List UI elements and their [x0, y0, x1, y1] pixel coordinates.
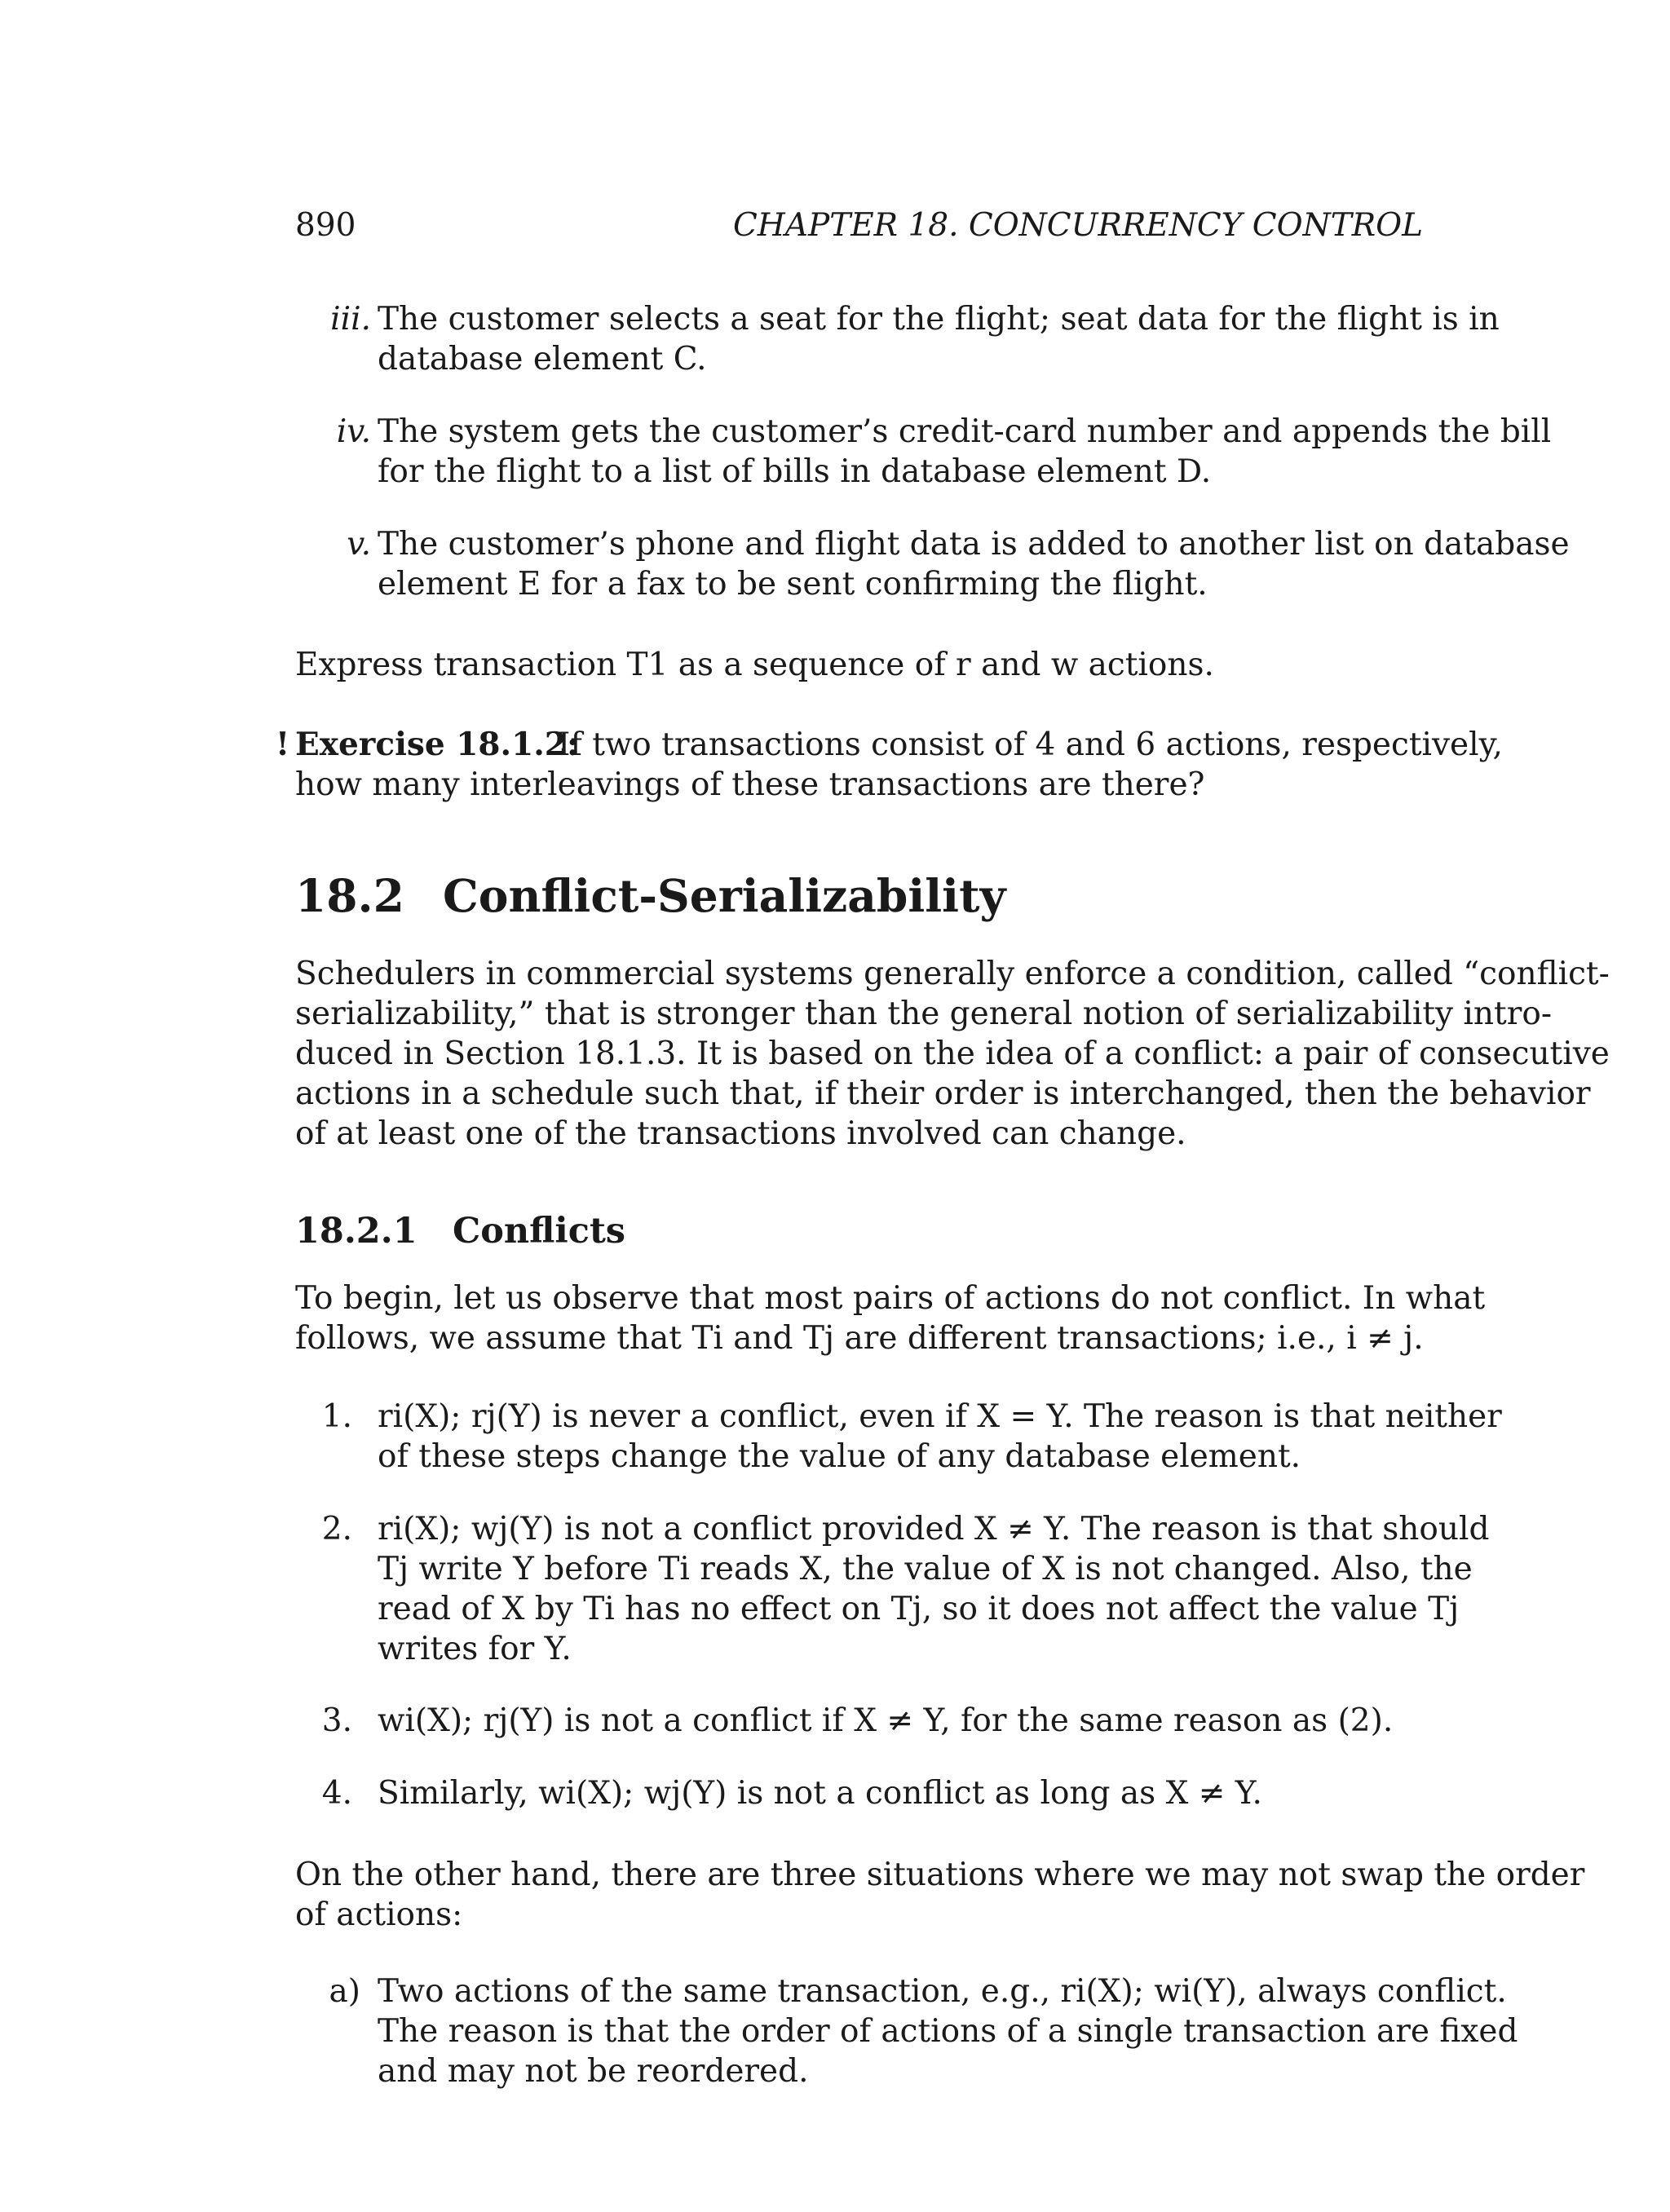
running-head: CHAPTER 18. CONCURRENCY CONTROL	[732, 207, 1423, 244]
list-item-line: The customer’s phone and flight data is added to another list on database	[378, 526, 1570, 563]
exercise-prompt: Express transaction T1 as a sequence of r and w actions.	[295, 647, 1214, 683]
section-title: Conflict-Serializability	[443, 869, 1006, 922]
list-item-label: 2.	[321, 1511, 352, 1548]
paragraph-line: of actions:	[295, 1896, 463, 1933]
paragraph-line: On the other hand, there are three situations where we may not swap the order	[295, 1857, 1585, 1893]
paragraph-line: Schedulers in commercial systems generally enforce a condition, called “conflict-	[295, 956, 1610, 992]
list-item-line: Two actions of the same transaction, e.g., ri(X); wi(Y), always conflict.	[378, 1973, 1507, 2010]
list-item-label: iv.	[336, 413, 371, 450]
subsection-title: Conflicts	[453, 1211, 626, 1252]
list-item-label: 4.	[321, 1775, 352, 1812]
page-number: 890	[295, 207, 356, 244]
difficulty-marker: !	[276, 726, 290, 763]
list-item-label: iii.	[330, 301, 371, 338]
list-item-line: for the flight to a list of bills in database element D.	[378, 453, 1212, 490]
paragraph-line: To begin, let us observe that most pairs of actions do not conflict. In what	[295, 1280, 1486, 1317]
section-number: 18.2	[295, 869, 404, 922]
list-item-line: ri(X); wj(Y) is not a conflict provided X ≠ Y. The reason is that should	[378, 1511, 1490, 1548]
paragraph-line: serializability,” that is stronger than the general notion of serializability intro-	[295, 996, 1552, 1032]
list-item-label: a)	[329, 1973, 360, 2010]
list-item-line: database element C.	[378, 341, 707, 377]
list-item-line: element E for a fax to be sent confirming the flight.	[378, 566, 1208, 603]
list-item-label: v.	[347, 526, 371, 563]
list-item-line: The reason is that the order of actions of a single transaction are fixed	[378, 2013, 1518, 2050]
list-item-line: writes for Y.	[378, 1631, 572, 1667]
list-item-line: Tj write Y before Ti reads X, the value of X is not changed. Also, the	[378, 1551, 1473, 1587]
list-item-line: ri(X); rj(Y) is never a conflict, even if X = Y. The reason is that neither	[378, 1398, 1502, 1435]
list-item-line: Similarly, wi(X); wj(Y) is not a conflict as long as X ≠ Y.	[378, 1775, 1262, 1812]
list-item-label: 3.	[321, 1702, 352, 1739]
list-item-line: of these steps change the value of any database element.	[378, 1438, 1301, 1475]
exercise-line: If two transactions consist of 4 and 6 actions, respectively,	[558, 726, 1503, 763]
paragraph-line: of at least one of the transactions involved can change.	[295, 1115, 1186, 1152]
paragraph-line: duced in Section 18.1.3. It is based on the idea of a conflict: a pair of consecutive	[295, 1035, 1610, 1072]
paragraph-line: follows, we assume that Ti and Tj are different transactions; i.e., i ≠ j.	[295, 1320, 1424, 1357]
exercise-label: Exercise 18.1.2:	[295, 726, 579, 763]
list-item-line: and may not be reordered.	[378, 2053, 809, 2090]
list-item-line: The system gets the customer’s credit-card number and appends the bill	[378, 413, 1552, 450]
paragraph-line: actions in a schedule such that, if their order is interchanged, then the behavior	[295, 1075, 1591, 1112]
subsection-number: 18.2.1	[295, 1211, 418, 1252]
list-item-label: 1.	[321, 1398, 352, 1435]
list-item-line: wi(X); rj(Y) is not a conflict if X ≠ Y, for the same reason as (2).	[378, 1702, 1394, 1739]
list-item-line: The customer selects a seat for the flight; seat data for the flight is in	[378, 301, 1500, 338]
list-item-line: read of X by Ti has no effect on Tj, so it does not affect the value Tj	[378, 1591, 1460, 1627]
exercise-line: how many interleavings of these transactions are there?	[295, 766, 1205, 803]
